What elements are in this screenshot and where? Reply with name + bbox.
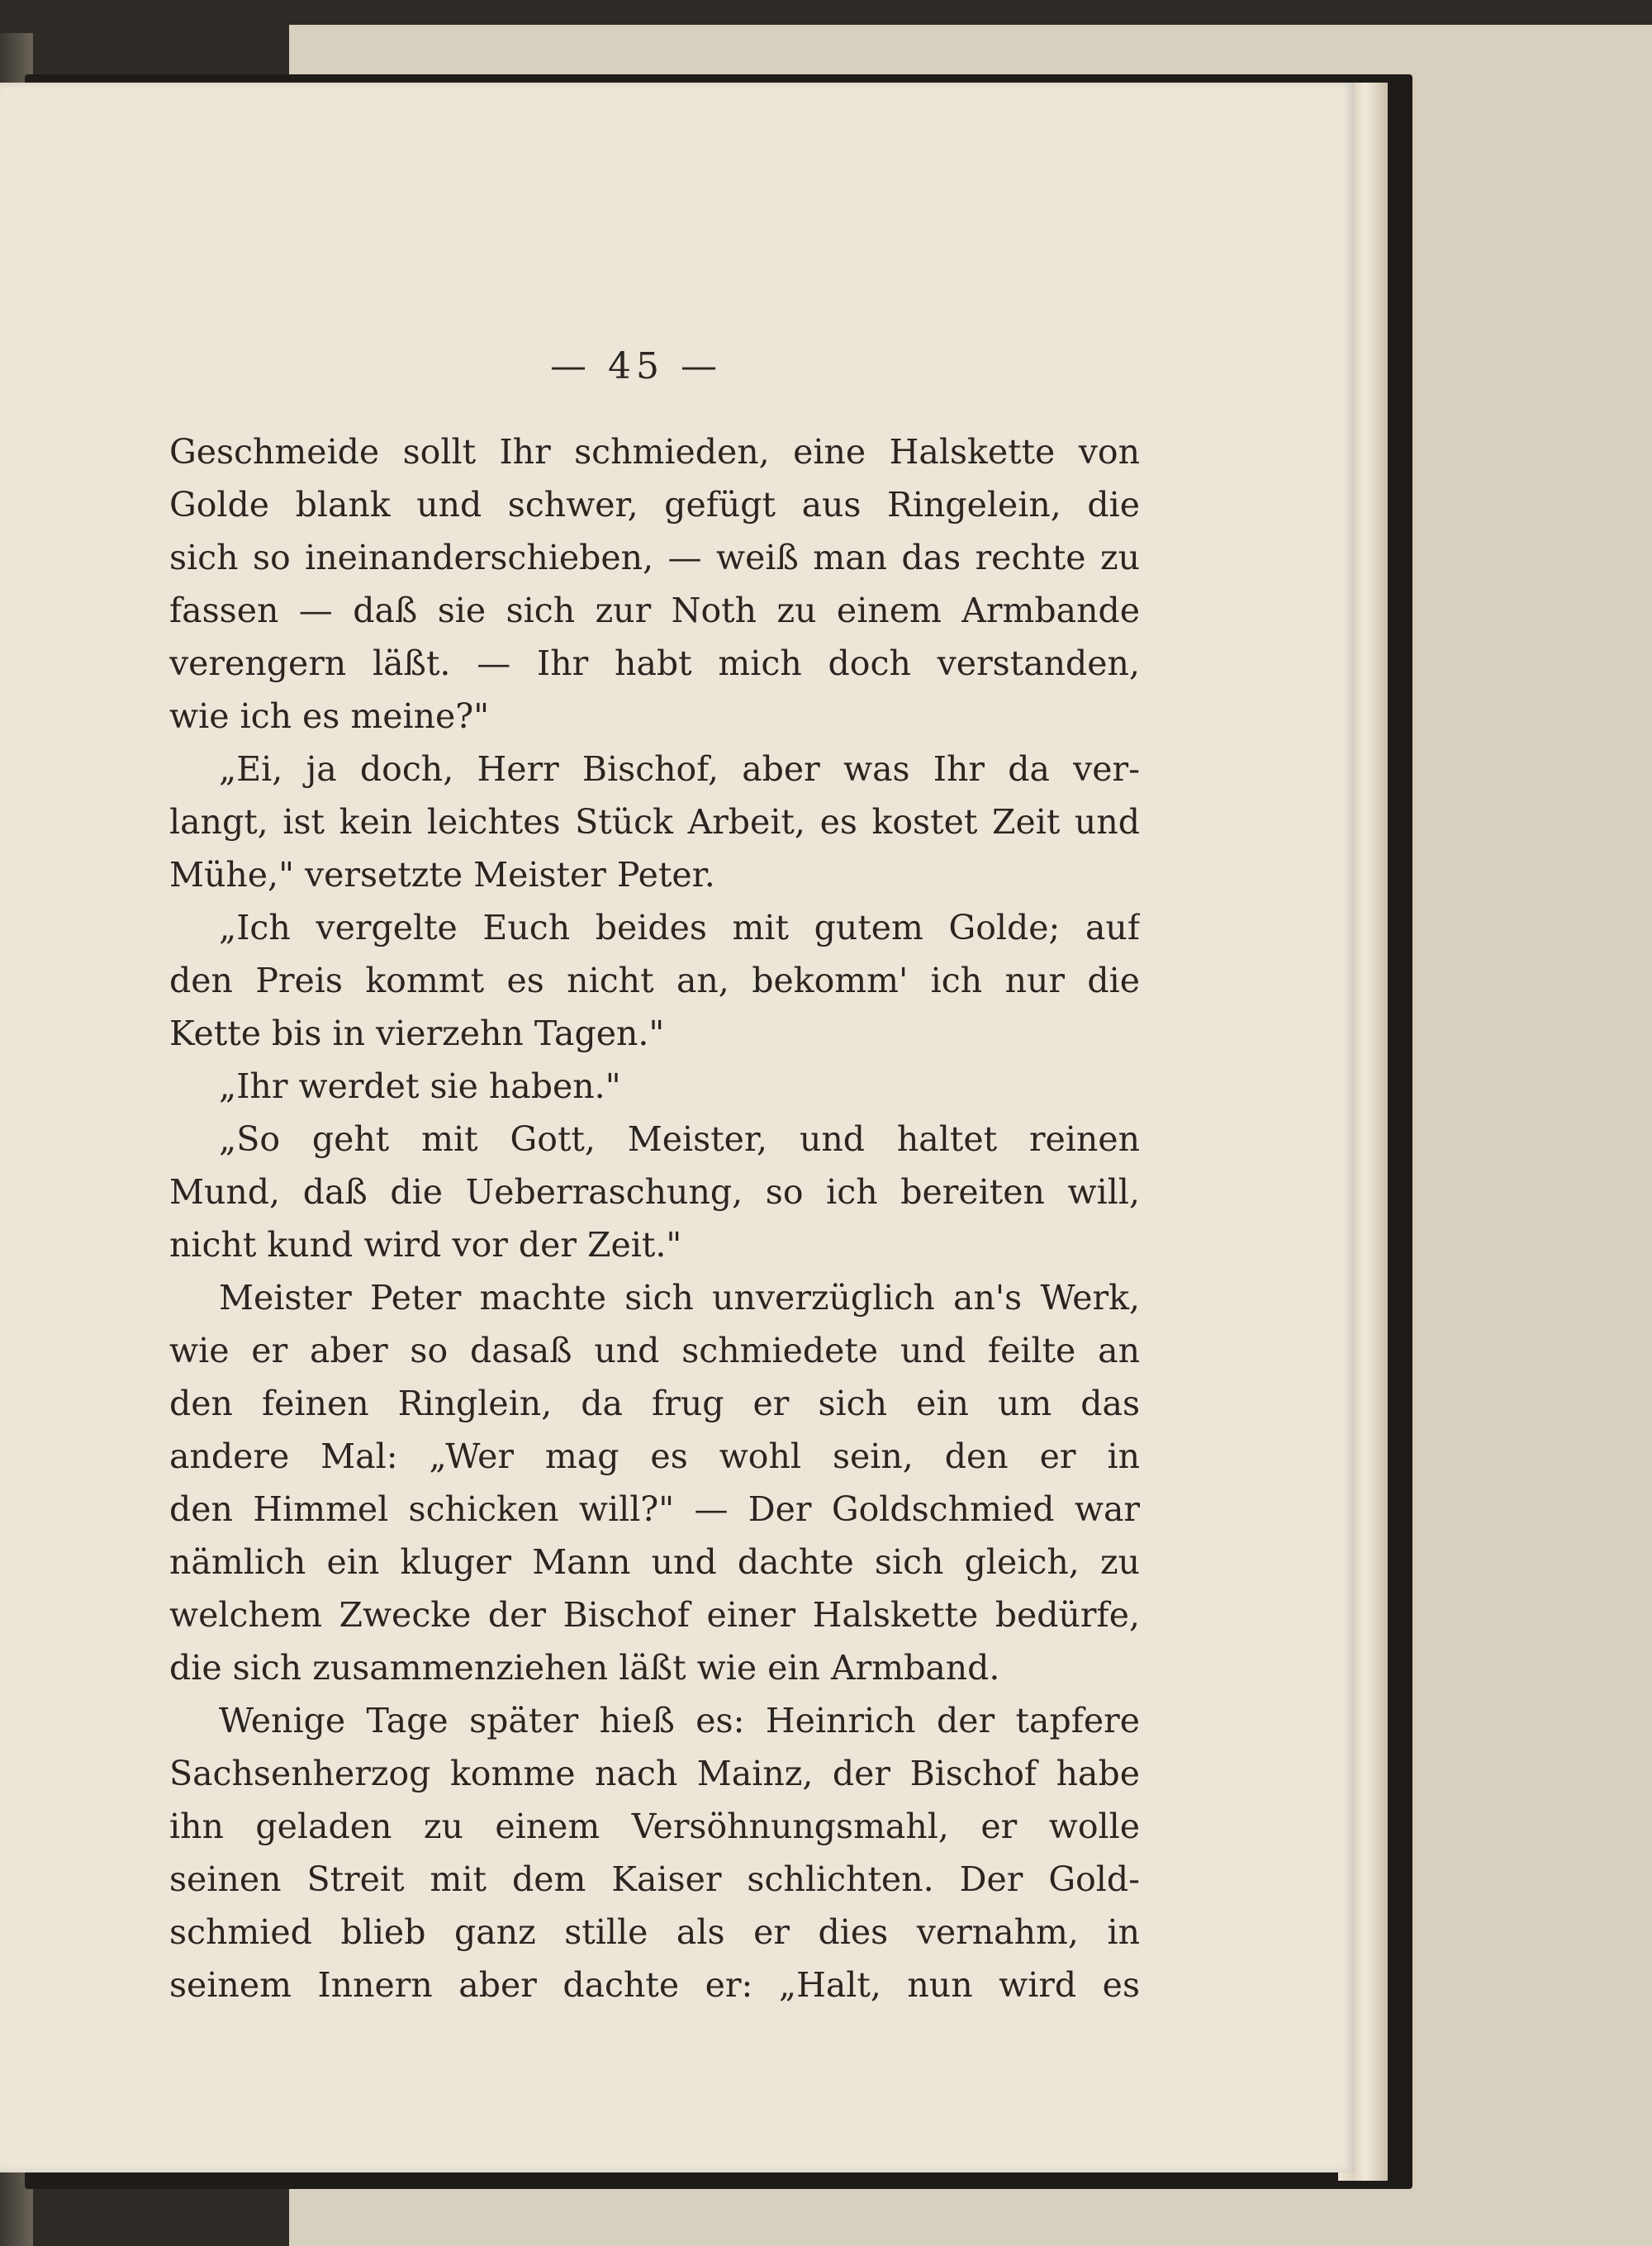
text-line: Kette bis in vierzehn Tagen." xyxy=(169,1014,665,1053)
text-line: „Ich vergelte Euch beides mit gutem Golde; auf xyxy=(219,908,1140,947)
text-line: „So geht mit Gott, Meister, und haltet reinen xyxy=(219,1119,1140,1159)
text-line: Sachsenherzog komme nach Mainz, der Bischof habe xyxy=(169,1754,1140,1793)
text-line: seinen Streit mit dem Kaiser schlichten. Der Gold- xyxy=(169,1859,1140,1899)
text-line: langt, ist kein leichtes Stück Arbeit, es kostet Zeit und xyxy=(169,802,1140,842)
text-line: wie ich es meine?" xyxy=(169,696,490,736)
text-line: die sich zusammenziehen läßt wie ein Armband. xyxy=(169,1648,1000,1688)
text-line: fassen — daß sie sich zur Noth zu einem Armbande xyxy=(169,591,1140,630)
text-line: „Ihr werdet sie haben." xyxy=(219,1066,621,1106)
text-line: nicht kund wird vor der Zeit." xyxy=(169,1225,682,1265)
text-line: sich so ineinanderschieben, — weiß man das rechte zu xyxy=(169,538,1140,577)
text-line: ihn geladen zu einem Versöhnungsmahl, er wolle xyxy=(169,1807,1140,1846)
text-line: nämlich ein kluger Mann und dachte sich gleich, zu xyxy=(169,1542,1140,1582)
text-line: seinem Innern aber dachte er: „Halt, nun wird es xyxy=(169,1965,1140,2005)
text-line: welchem Zwecke der Bischof einer Halskette bedürfe, xyxy=(169,1595,1140,1635)
text-line: „Ei, ja doch, Herr Bischof, aber was Ihr da ver- xyxy=(219,749,1140,789)
text-line: andere Mal: „Wer mag es wohl sein, den er in xyxy=(169,1436,1140,1476)
text-line: Geschmeide sollt Ihr schmieden, eine Halskette von xyxy=(169,432,1140,472)
text-line: den feinen Ringlein, da frug er sich ein um das xyxy=(169,1384,1140,1423)
text-line: den Preis kommt es nicht an, bekomm' ich nur die xyxy=(169,961,1140,1000)
text-line: Meister Peter machte sich unverzüglich an's Werk, xyxy=(219,1278,1140,1318)
text-line: Golde blank und schwer, gefügt aus Ringelein, die xyxy=(169,485,1140,525)
text-line: Mühe," versetzte Meister Peter. xyxy=(169,855,715,895)
text-line: wie er aber so dasaß und schmiedete und feilte an xyxy=(169,1331,1140,1370)
page-number: — 45 — xyxy=(550,345,722,387)
text-line: schmied blieb ganz stille als er dies vernahm, in xyxy=(169,1912,1140,1952)
text-line: den Himmel schicken will?" — Der Goldschmied war xyxy=(169,1489,1140,1529)
text-line: Wenige Tage später hieß es: Heinrich der tapfere xyxy=(219,1701,1140,1740)
text-line: Mund, daß die Ueberraschung, so ich bereiten will, xyxy=(169,1172,1140,1212)
book-page xyxy=(0,83,1355,2172)
text-line: verengern läßt. — Ihr habt mich doch verstanden, xyxy=(169,643,1140,683)
body-text xyxy=(169,425,1140,2011)
